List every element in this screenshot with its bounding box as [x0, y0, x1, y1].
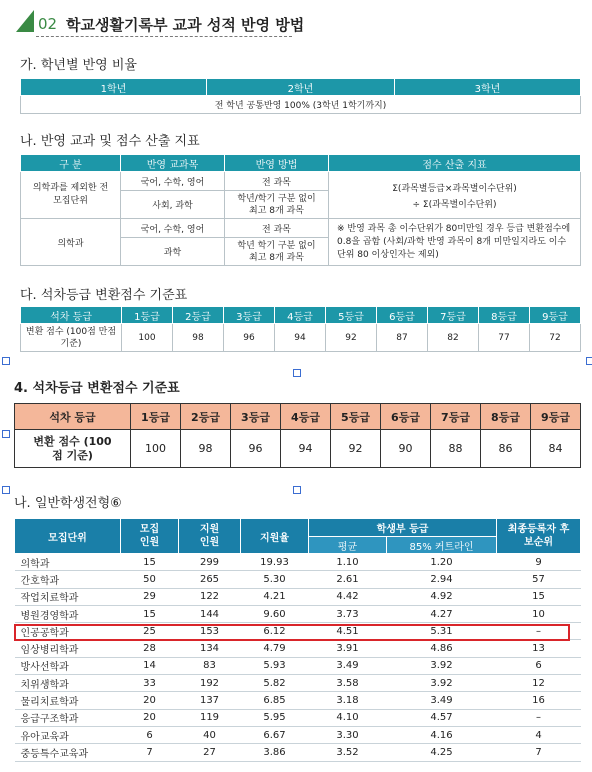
cell-cut85: 3.92 — [387, 675, 497, 692]
cell-cut85: 5.31 — [387, 623, 497, 640]
table-row — [15, 726, 581, 743]
group2-subject-1: 국어, 수학, 영어 — [121, 219, 225, 238]
col-quota: 모집 인원 — [121, 519, 179, 554]
subject-header-index: 점수 산출 지표 — [329, 155, 581, 172]
cell-cut85: 4.27 — [387, 605, 497, 622]
cell-unit: 인공공학과 — [15, 623, 121, 640]
group2-subject-2: 과학 — [121, 238, 225, 266]
grade-score-table-4 — [14, 403, 581, 468]
cell-ratio: 4.21 — [241, 588, 309, 605]
formula-cell — [329, 172, 581, 219]
group2-label: 의학과 — [21, 219, 121, 266]
cell-applicants: 83 — [179, 657, 241, 674]
cell-cut85: 1.20 — [387, 554, 497, 571]
cell-applicants: 299 — [179, 554, 241, 571]
cell-unit: 작업치료학과 — [15, 588, 121, 605]
table-row — [15, 554, 581, 571]
cell-applicants: 265 — [179, 571, 241, 588]
d-grade-6: 6등급 — [381, 404, 431, 430]
d-grade-1: 1등급 — [131, 404, 181, 430]
col-avg: 평균 — [309, 537, 387, 554]
cell-avg: 2.61 — [309, 571, 387, 588]
highlight-box — [14, 624, 570, 641]
c-score-3: 96 — [224, 324, 275, 352]
c-grade-2: 2등급 — [173, 307, 224, 324]
section-4-title: 4. 석차등급 변환점수 기준표 — [14, 381, 180, 396]
cell-ratio: 3.86 — [241, 744, 309, 761]
year-header-1: 1학년 — [21, 79, 207, 96]
group2-method-1: 전 과목 — [225, 219, 329, 238]
cell-applicants: 144 — [179, 605, 241, 622]
c-grade-7: 7등급 — [428, 307, 479, 324]
d-grade-2: 2등급 — [181, 404, 231, 430]
formula-top: Σ(과목별등급×과목별이수단위) — [392, 183, 517, 194]
cell-final: 9 — [497, 554, 581, 571]
header-number: 02 — [38, 15, 58, 33]
c-score-9: 72 — [530, 324, 581, 352]
group1-label: 의학과를 제외한 전 모집단위 — [21, 172, 121, 219]
cell-quota: 20 — [121, 692, 179, 709]
selection-handle[interactable] — [586, 357, 592, 365]
d-grade-4: 4등급 — [281, 404, 331, 430]
cell-avg: 3.49 — [309, 657, 387, 674]
cell-unit: 간호학과 — [15, 571, 121, 588]
cell-final: 57 — [497, 571, 581, 588]
cell-final: 4 — [497, 726, 581, 743]
cell-final: 7 — [497, 744, 581, 761]
cell-unit: 방사선학과 — [15, 657, 121, 674]
c-score-1: 100 — [122, 324, 173, 352]
grade-score-table-c — [20, 306, 581, 352]
cell-ratio: 19.93 — [241, 554, 309, 571]
col-cut85: 85% 커트라인 — [387, 537, 497, 554]
subject-table — [20, 154, 581, 266]
c-grade-4: 4등급 — [275, 307, 326, 324]
c-grade-1: 1등급 — [122, 307, 173, 324]
d-grade-8: 8등급 — [481, 404, 531, 430]
cell-final: 16 — [497, 692, 581, 709]
cell-quota: 33 — [121, 675, 179, 692]
formula-bottom: ÷ Σ(과목별이수단위) — [412, 199, 497, 210]
d-score-5: 92 — [331, 430, 381, 468]
year-ratio-note: 전 학년 공통반영 100% (3학년 1학기까지) — [21, 96, 581, 114]
d-score-4: 94 — [281, 430, 331, 468]
c-score-2: 98 — [173, 324, 224, 352]
selection-handle[interactable] — [293, 486, 301, 494]
cell-applicants: 122 — [179, 588, 241, 605]
cell-unit: 응급구조학과 — [15, 709, 121, 726]
d-header-label: 석차 등급 — [15, 404, 131, 430]
d-score-7: 88 — [431, 430, 481, 468]
table-row — [15, 605, 581, 622]
section-c-title: 다. 석차등급 변환점수 기준표 — [20, 288, 188, 303]
cell-avg: 3.73 — [309, 605, 387, 622]
col-unit: 모집단위 — [15, 519, 121, 554]
cell-cut85: 2.94 — [387, 571, 497, 588]
cell-final: 10 — [497, 605, 581, 622]
d-grade-9: 9등급 — [531, 404, 581, 430]
subject-header-method: 반영 방법 — [225, 155, 329, 172]
cell-quota: 15 — [121, 605, 179, 622]
d-grade-7: 7등급 — [431, 404, 481, 430]
c-header-label: 석차 등급 — [21, 307, 122, 324]
cell-avg: 3.30 — [309, 726, 387, 743]
cell-unit: 병원경영학과 — [15, 605, 121, 622]
cell-unit: 치위생학과 — [15, 675, 121, 692]
table-row — [15, 744, 581, 761]
cell-applicants: 40 — [179, 726, 241, 743]
selection-handle[interactable] — [2, 430, 10, 438]
cell-quota: 15 — [121, 554, 179, 571]
group1-method-1: 전 과목 — [225, 172, 329, 191]
cell-applicants: 192 — [179, 675, 241, 692]
cell-avg: 4.10 — [309, 709, 387, 726]
cell-quota: 6 — [121, 726, 179, 743]
cell-quota: 14 — [121, 657, 179, 674]
subject-header-category: 구 분 — [21, 155, 121, 172]
d-row-label: 변환 점수 (100점 기준) — [15, 430, 131, 468]
section-mark-icon — [14, 8, 36, 34]
cell-quota: 7 — [121, 744, 179, 761]
selection-handle[interactable] — [293, 369, 301, 377]
selection-handle[interactable] — [2, 357, 10, 365]
cell-final: 13 — [497, 640, 581, 657]
page-title: 학교생활기록부 교과 성적 반영 방법 — [66, 16, 305, 34]
table-row — [15, 571, 581, 588]
section-n-title: 나. 일반학생전형⑥ — [14, 496, 122, 511]
cell-applicants: 119 — [179, 709, 241, 726]
cell-applicants: 27 — [179, 744, 241, 761]
cell-applicants: 153 — [179, 623, 241, 640]
d-score-3: 96 — [231, 430, 281, 468]
d-grade-3: 3등급 — [231, 404, 281, 430]
year-header-3: 3학년 — [395, 79, 581, 96]
cell-applicants: 134 — [179, 640, 241, 657]
section-a-title: 가. 학년별 반영 비율 — [20, 58, 137, 73]
cell-avg: 1.10 — [309, 554, 387, 571]
d-score-8: 86 — [481, 430, 531, 468]
table-row — [15, 588, 581, 605]
group1-subject-2: 사회, 과학 — [121, 191, 225, 219]
cell-cut85: 3.49 — [387, 692, 497, 709]
group1-subject-1: 국어, 수학, 영어 — [121, 172, 225, 191]
d-score-6: 90 — [381, 430, 431, 468]
cell-unit: 중등특수교육과 — [15, 744, 121, 761]
cell-ratio: 5.95 — [241, 709, 309, 726]
c-row-label: 변환 점수 (100점 만점 기준) — [21, 324, 122, 352]
cell-cut85: 4.57 — [387, 709, 497, 726]
cell-avg: 4.42 — [309, 588, 387, 605]
c-grade-9: 9등급 — [530, 307, 581, 324]
cell-unit: 임상병리학과 — [15, 640, 121, 657]
cell-ratio: 5.30 — [241, 571, 309, 588]
d-score-2: 98 — [181, 430, 231, 468]
cell-ratio: 6.12 — [241, 623, 309, 640]
cell-cut85: 4.25 — [387, 744, 497, 761]
d-grade-5: 5등급 — [331, 404, 381, 430]
cell-ratio: 5.93 — [241, 657, 309, 674]
col-grade: 학생부 등급 — [309, 519, 497, 537]
cell-cut85: 4.16 — [387, 726, 497, 743]
table-row — [15, 709, 581, 726]
cell-final: 6 — [497, 657, 581, 674]
cell-quota: 28 — [121, 640, 179, 657]
cell-unit: 의학과 — [15, 554, 121, 571]
table-row — [15, 657, 581, 674]
c-grade-6: 6등급 — [377, 307, 428, 324]
cell-unit: 물리치료학과 — [15, 692, 121, 709]
c-score-4: 94 — [275, 324, 326, 352]
year-ratio-table — [20, 78, 581, 114]
col-ratio: 지원율 — [241, 519, 309, 554]
score-note: ※ 반영 과목 총 이수단위가 80미만일 경우 등급 변환점수에 0.8을 곱함 (사회/과학 반영 과목이 8개 미만일지라도 이수 단위 80 이상인자는 제외) — [329, 219, 581, 266]
cell-quota: 25 — [121, 623, 179, 640]
table-row — [15, 640, 581, 657]
cell-cut85: 4.92 — [387, 588, 497, 605]
table-row — [15, 692, 581, 709]
cell-quota: 29 — [121, 588, 179, 605]
cell-avg: 3.52 — [309, 744, 387, 761]
cell-quota: 50 — [121, 571, 179, 588]
section-b-title: 나. 반영 교과 및 점수 산출 지표 — [20, 134, 200, 149]
cell-cut85: 4.86 — [387, 640, 497, 657]
cell-ratio: 6.67 — [241, 726, 309, 743]
group1-method-2: 학년/학기 구분 없이 최고 8개 과목 — [225, 191, 329, 219]
cell-final: 12 — [497, 675, 581, 692]
selection-handle[interactable] — [2, 486, 10, 494]
c-score-8: 77 — [479, 324, 530, 352]
cell-avg: 3.58 — [309, 675, 387, 692]
header-divider — [36, 36, 292, 37]
cell-avg: 4.51 — [309, 623, 387, 640]
c-grade-3: 3등급 — [224, 307, 275, 324]
year-header-2: 2학년 — [207, 79, 395, 96]
cell-unit: 유아교육과 — [15, 726, 121, 743]
cell-final: 15 — [497, 588, 581, 605]
col-applicants: 지원 인원 — [179, 519, 241, 554]
cell-cut85: 3.92 — [387, 657, 497, 674]
c-grade-5: 5등급 — [326, 307, 377, 324]
c-score-5: 92 — [326, 324, 377, 352]
cell-ratio: 6.85 — [241, 692, 309, 709]
c-score-6: 87 — [377, 324, 428, 352]
cell-final: – — [497, 709, 581, 726]
group2-method-2: 학년 학기 구분 없이 최고 8개 과목 — [225, 238, 329, 266]
col-final: 최종등록자 후보순위 — [497, 519, 581, 554]
cell-avg: 3.18 — [309, 692, 387, 709]
c-grade-8: 8등급 — [479, 307, 530, 324]
cell-ratio: 9.60 — [241, 605, 309, 622]
cell-ratio: 4.79 — [241, 640, 309, 657]
cell-quota: 20 — [121, 709, 179, 726]
d-score-9: 84 — [531, 430, 581, 468]
subject-header-subjects: 반영 교과목 — [121, 155, 225, 172]
cell-avg: 3.91 — [309, 640, 387, 657]
cell-ratio: 5.82 — [241, 675, 309, 692]
cell-final: – — [497, 623, 581, 640]
d-score-1: 100 — [131, 430, 181, 468]
c-score-7: 82 — [428, 324, 479, 352]
cell-applicants: 137 — [179, 692, 241, 709]
table-row — [15, 675, 581, 692]
